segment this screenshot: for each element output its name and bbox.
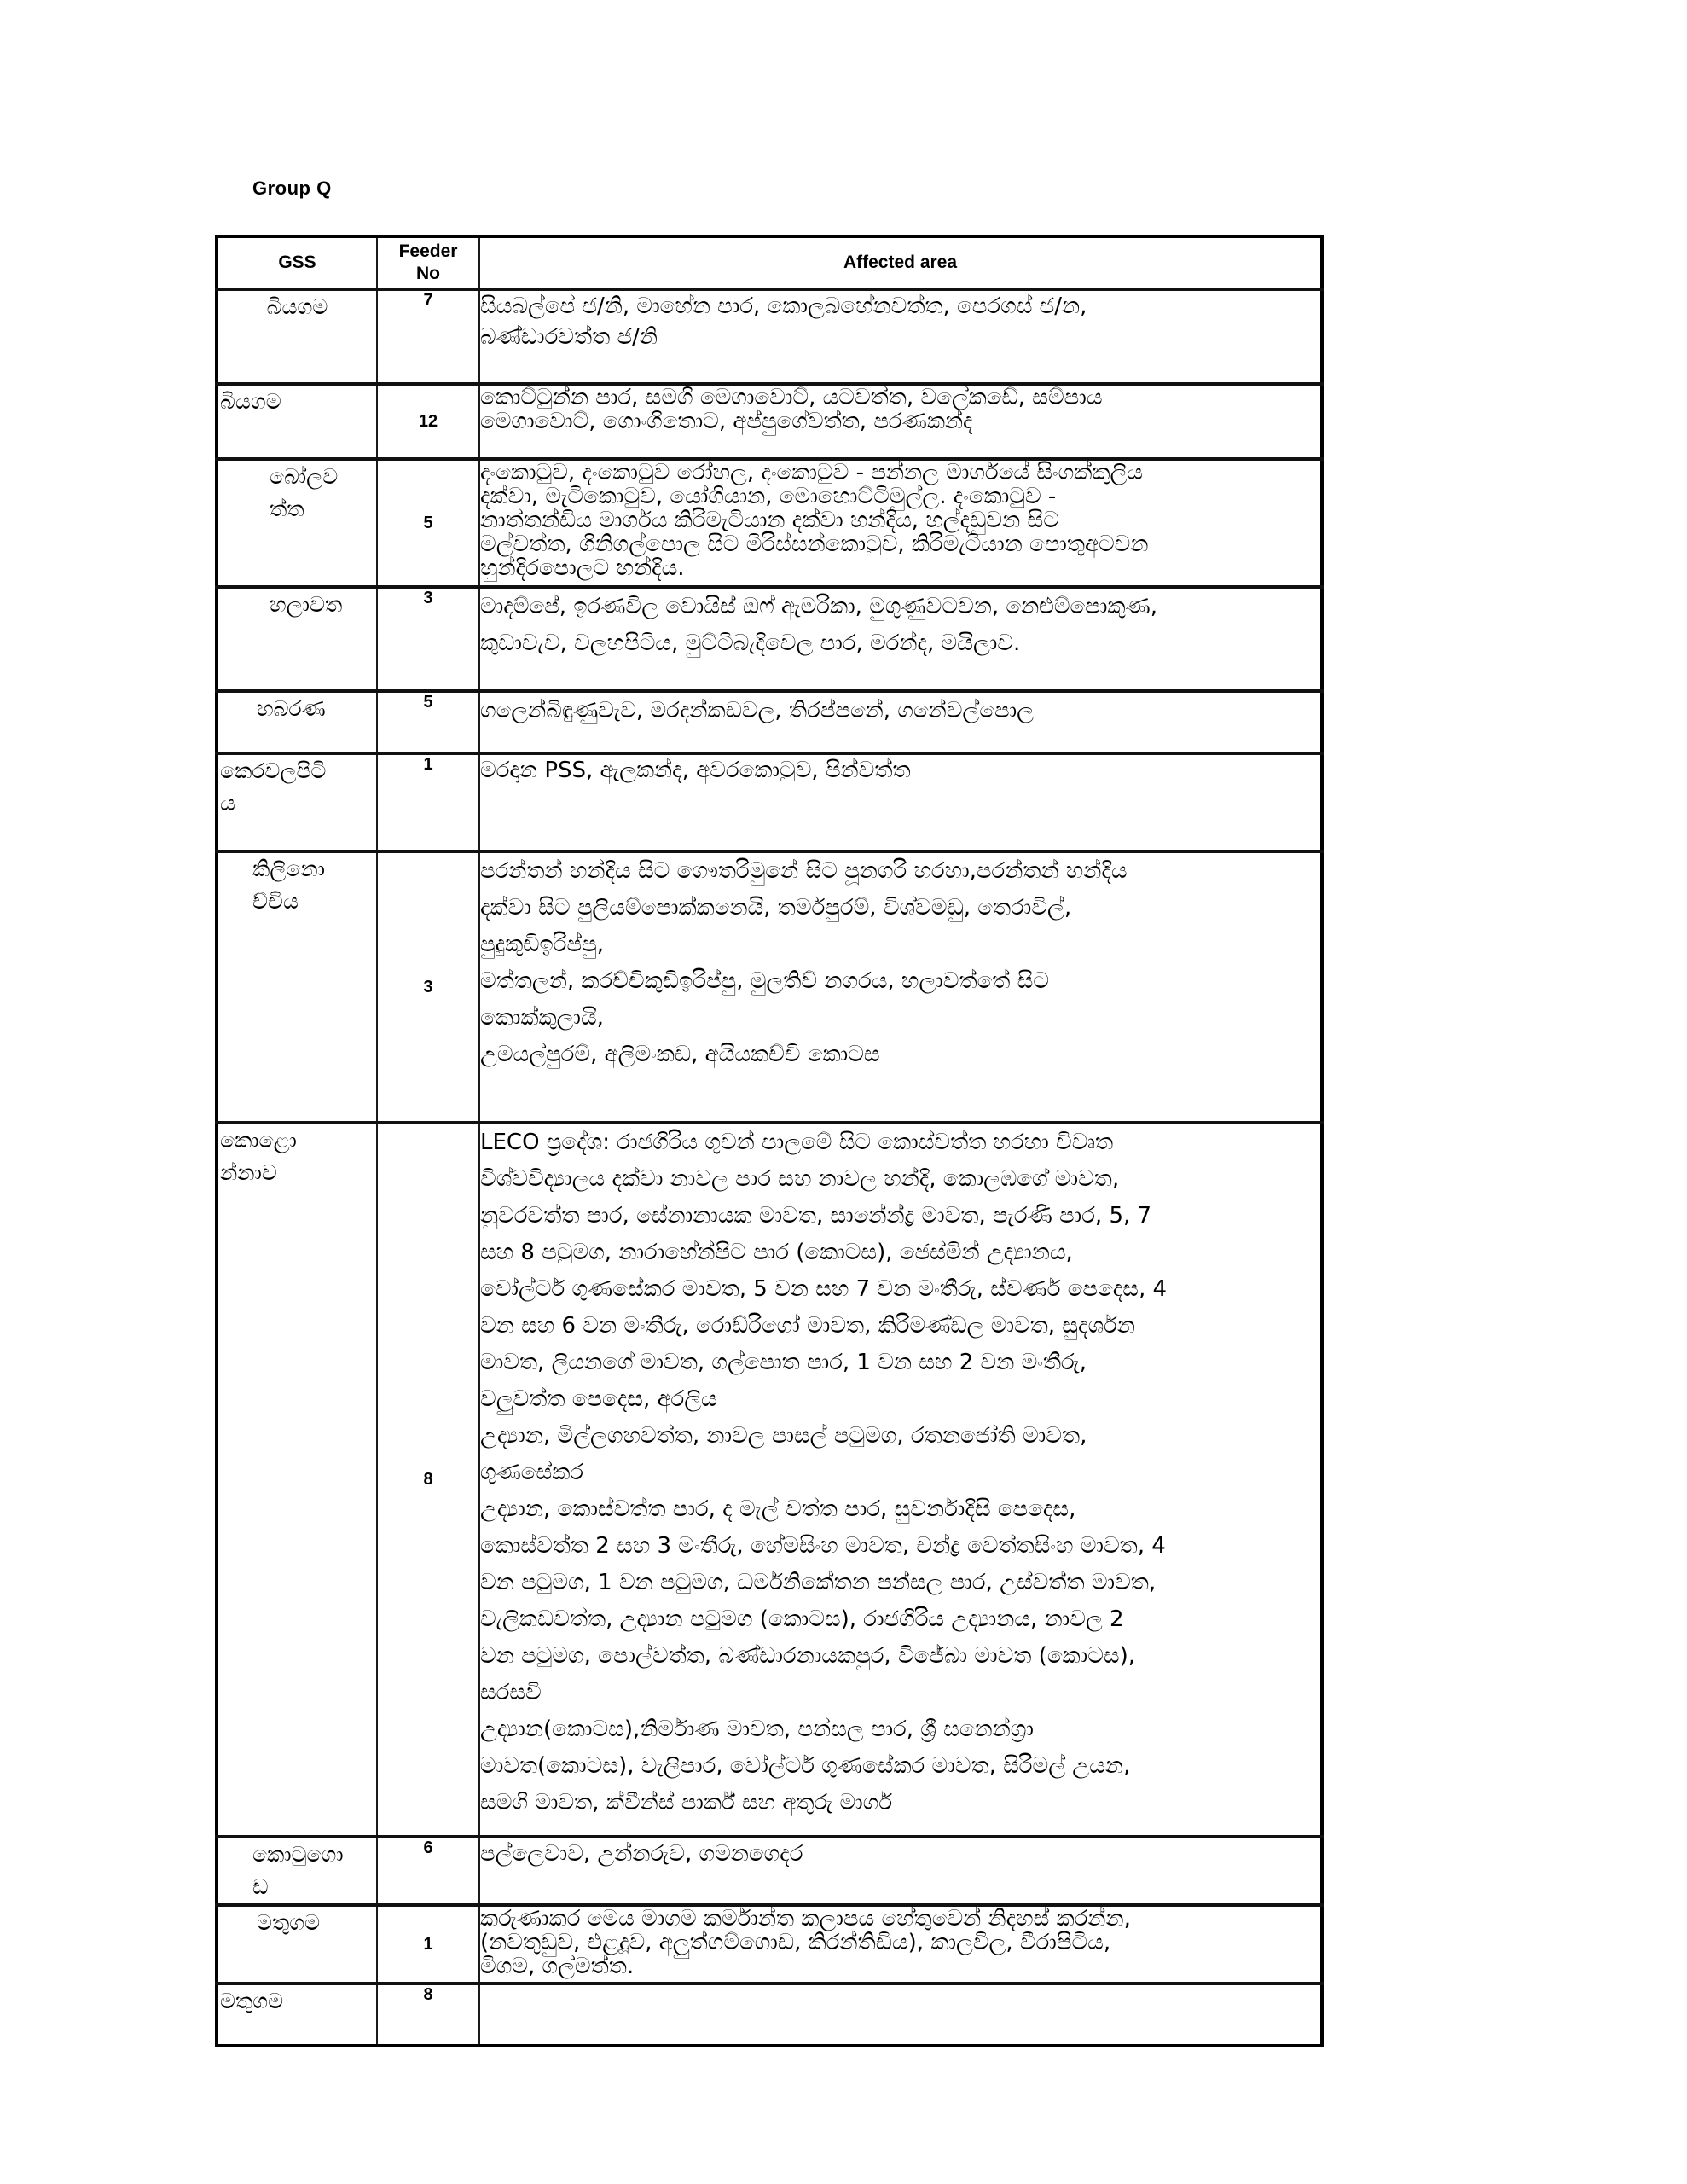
affected-area-line: වන සහ 6 වන මංතීරු, රොඩ්රිගෝ මාවත, කිරිමණ්ඩල මාවත, සුදර්ශන: [480, 1313, 1135, 1339]
affected-area-line: LECO ප්‍රදේශ: රාජගිරිය ගුවන් පාලමේ සිට කොස්වත්ත හරහා විවෘත: [480, 1130, 1114, 1155]
gss-name-part: හලාවත: [270, 592, 343, 617]
gss-cell: [217, 753, 377, 851]
table-row: [217, 1905, 1322, 1984]
affected-area-line: වන පටුමග, පොල්වත්ත, බණ්ඩාරනායකපුර, විජේබා මාවත (කොටස),: [480, 1643, 1135, 1669]
affected-area-cell: [479, 289, 1322, 384]
affected-area-line: බණ්ඩාරවත්ත ජ/නි: [480, 324, 658, 350]
gss-name-part: ච්චිය: [252, 889, 299, 914]
gss-name-part: මතුගම: [220, 1989, 284, 2013]
affected-area-line: සරසවි: [480, 1680, 542, 1705]
affected-area-cell: [479, 851, 1322, 1123]
gss-cell: [217, 289, 377, 384]
gss-name-part: කිලිනො: [252, 857, 325, 881]
feeder-number-cell: 7: [377, 289, 479, 384]
affected-area-line: මෙගාවොට්, ගොංගිතොට, අප්පුගේවත්ත, පරණකන්ද: [480, 409, 973, 434]
gss-cell: [217, 1984, 377, 2046]
table-row: [217, 1837, 1322, 1905]
feeder-number-cell: 1: [377, 753, 479, 851]
affected-area-line: පල්ලෙවාව, උන්නරුව, ගමනගෙදර: [480, 1841, 803, 1867]
gss-cell: [217, 1123, 377, 1837]
gss-cell: [217, 1905, 377, 1984]
table-row: [217, 851, 1322, 1123]
affected-area-line: උමයල්පුරම්, අලිමංකඩ, අයියකච්චි කොටස: [480, 1042, 880, 1067]
feeder-number-cell: 5: [377, 459, 479, 587]
table-row: [217, 587, 1322, 691]
table-row: [217, 1123, 1322, 1837]
gss-name-part: මතුගම: [257, 1910, 321, 1935]
gss-cell: [217, 1837, 377, 1905]
affected-area-line: විශ්වවිද්‍යාලය දක්වා නාවල පාර සහ නාවල හන්දි, කොලඹගේ මාවත,: [480, 1166, 1120, 1192]
affected-area-line: මාදම්පේ, ඉරණවිල වොයිස් ඔෆ් ඇමරිකා, මුගුණුවටවන, නෙළුම්පොකුණ,: [480, 594, 1157, 619]
affected-area-line: උද්‍යාන, කොස්වත්ත පාර, ද මැල් වත්ත පාර, සුවර්නාදිසි පෙදෙස,: [480, 1496, 1076, 1522]
affected-area-cell: [479, 1837, 1322, 1905]
affected-area-line: සමගි මාවත, ක්වීන්ස් පාර්ක් සහ අතුරු මාර්ග: [480, 1790, 893, 1815]
table-row: [217, 289, 1322, 384]
affected-area-cell: [479, 384, 1322, 459]
affected-area-cell: [479, 1984, 1322, 2046]
affected-area-line: වන පටුමග, 1 වන පටුමග, ධර්මනිකේතන පන්සල පාර, උස්වත්ත මාවත,: [480, 1570, 1157, 1595]
affected-area-line: සහ 8 පටුමග, නාරාහේන්පිට පාර (කොටස), ජෙස්මින් උද්‍යානය,: [480, 1240, 1073, 1265]
affected-area-line: පරන්තන් හන්දිය සිට ගෞතරිමුනේ සිට පූනගරි හරහා,පරන්තන් හන්දිය: [480, 858, 1128, 884]
feeder-number-cell: 8: [377, 1123, 479, 1837]
feeder-number-cell: 6: [377, 1837, 479, 1905]
affected-area-line: උද්‍යාන(කොටස),නිර්මාණ මාවත, පන්සල පාර, ශ්‍රී සනෙන්ග්‍රා: [480, 1716, 1034, 1742]
affected-area-line: කුඩාවැව, වලහපිටිය, මුට්ටිබැදිවෙල පාර, මරන්ද, මයිලාව.: [480, 630, 1021, 656]
gss-name-part: කෙරවලපිටි: [220, 758, 327, 783]
feeder-number-cell: 12: [377, 384, 479, 459]
affected-area-line: මත්තලන්, කරච්චිකුඩිඉරිප්පු, මුලතිව් නගරය, හලාවත්තේ සිට: [480, 968, 1050, 994]
affected-area-cell: [479, 753, 1322, 851]
table-row: [217, 753, 1322, 851]
table-row: [217, 384, 1322, 459]
gss-name-part: බියගම: [220, 389, 281, 414]
column-header-feeder-no: [377, 236, 479, 289]
gss-cell: [217, 459, 377, 587]
affected-area-line: වැලිකඩවත්ත, උද්‍යාන පටුමග (කොටස), රාජගිරිය උද්‍යානය, නාවල 2: [480, 1606, 1124, 1632]
gss-name-part: ඩ: [252, 1874, 269, 1899]
gss-name-part: ය: [220, 791, 235, 816]
affected-area-line: උද්‍යාන, මිල්ලගහවත්ත, නාවල පාසල් පටුමග, රතනජෝති මාවත,: [480, 1423, 1087, 1449]
affected-area-line: මාවත(කොටස), වැලිපාර, වෝල්ටර් ගුණසේකර මාවත, සිරිමල් උයන,: [480, 1753, 1131, 1779]
affected-area-line: හුන්දිරපොලට හන්දිය.: [480, 555, 685, 581]
table-header-row: [217, 236, 1322, 289]
group-title: Group Q: [252, 177, 332, 199]
gss-cell: [217, 384, 377, 459]
affected-area-line: වලුවත්ත පෙදෙස, අරලිය: [480, 1386, 717, 1412]
feeder-header-text: Feeder No: [398, 241, 458, 283]
column-header-affected-area: Affected area: [479, 236, 1322, 289]
affected-area-cell: [479, 691, 1322, 753]
feeder-number-cell: 3: [377, 851, 479, 1123]
affected-area-cell: [479, 587, 1322, 691]
table-row: [217, 691, 1322, 753]
gss-name-part: කොළො: [220, 1128, 297, 1153]
affected-area-line: දංකොටුව, දංකොටුව රෝහල, දංකොටුව - පන්නල මාර්ගයේ සිංගක්කුලිය: [480, 460, 1144, 485]
column-header-gss: GSS: [217, 236, 377, 289]
outage-schedule-table: [215, 235, 1324, 2048]
feeder-number-cell: 8: [377, 1984, 479, 2046]
affected-area-line: මරදාන PSS, ඇලකන්ද, අවරකොටුව, පින්වත්ත: [480, 758, 911, 783]
affected-area-cell: [479, 459, 1322, 587]
affected-area-cell: [479, 1123, 1322, 1837]
gss-cell: [217, 851, 377, 1123]
affected-area-line: පුදුකුඩිඉරිප්පු,: [480, 932, 604, 957]
affected-area-line: දක්වා සිට පුලියම්පොක්කනෙයි, තර්මපුරම්, විශ්වමඩු, තෙරාවිල්,: [480, 895, 1072, 921]
feeder-number-cell: 5: [377, 691, 479, 753]
affected-area-line: කොක්කුලායි,: [480, 1005, 604, 1031]
affected-area-line: මීගම, ගල්මත්ත.: [480, 1954, 635, 1979]
affected-area-line: නුවරවත්ත පාර, සේනානායක මාවත, සානේන්ද්‍ර මාවත, පැරණි පාර, 5, 7: [480, 1203, 1152, 1228]
affected-area-line: වෝල්ටර් ගුණසේකර මාවත, 5 වන සහ 7 වන මංතීරු, ස්වර්ණ පෙදෙස, 4: [480, 1276, 1168, 1302]
gss-name-part: කොටුගො: [252, 1842, 344, 1867]
feeder-number-cell: 1: [377, 1905, 479, 1984]
affected-area-cell: [479, 1905, 1322, 1984]
affected-area-line: දක්වා, මැටිකොටුව, යෝගියාන, මොහොට්ටිමුල්ල. දංකොටුව -: [480, 484, 1057, 509]
affected-area-line: මාවත, ලියනගේ මාවත, ගල්පොත පාර, 1 වන සහ 2 වන මංතීරු,: [480, 1350, 1087, 1375]
gss-name-part: බියගම: [266, 294, 328, 319]
gss-name-part: න්නාව: [220, 1160, 277, 1185]
affected-area-line: ගලෙන්බිඳුණුවැව, මරදන්කඩවල, තිරප්පනේ, ගනේවල්පොල: [480, 698, 1034, 723]
affected-area-line: (නවතුඩුව, එළදූව, අලුත්ගම්ගොඩ, කිරන්තිඩිය), කාලවිල, වීරාපිටිය,: [480, 1930, 1111, 1955]
table-row: [217, 459, 1322, 587]
table-row: [217, 1984, 1322, 2046]
gss-name-part: ත්ත: [270, 497, 304, 521]
affected-area-line: සියබල්පේ ජ/නි, මාහේන පාර, කොලබහේනවත්ත, පෙරගස් ජ/න,: [480, 293, 1087, 319]
gss-cell: [217, 587, 377, 691]
affected-area-line: මල්වත්ත, ගිනිගල්පොල සිට මිරිස්සන්කොටුව, කිරිමැටියාන පොතුඅටවන: [480, 531, 1149, 557]
affected-area-line: කොස්වත්ත 2 සහ 3 මංතීරු, හේමසිංහ මාවත, චන්ද්‍ර වෙත්තසිංහ මාවත, 4: [480, 1533, 1166, 1559]
affected-area-line: ගුණසේකර: [480, 1460, 584, 1485]
affected-area-line: නාත්තන්ඩිය මාර්ගය කිරිමැටියාන දක්වා හන්දිය, හල්දඩුවන සිට: [480, 508, 1059, 533]
gss-cell: [217, 691, 377, 753]
affected-area-line: කරුණාකර මෙය මාගම කර්මාන්ත කලාපය හේතුවෙන් නිදහස් කරන්න,: [480, 1906, 1131, 1931]
affected-area-line: කොට්ටුන්න පාර, සමගි මෙගාවොට්, යටවත්ත, වලේකඩේ, සම්පාය: [480, 385, 1103, 410]
feeder-number-cell: 3: [377, 587, 479, 691]
gss-name-part: බෝලව: [270, 464, 339, 489]
gss-name-part: හබරණ: [257, 696, 326, 721]
